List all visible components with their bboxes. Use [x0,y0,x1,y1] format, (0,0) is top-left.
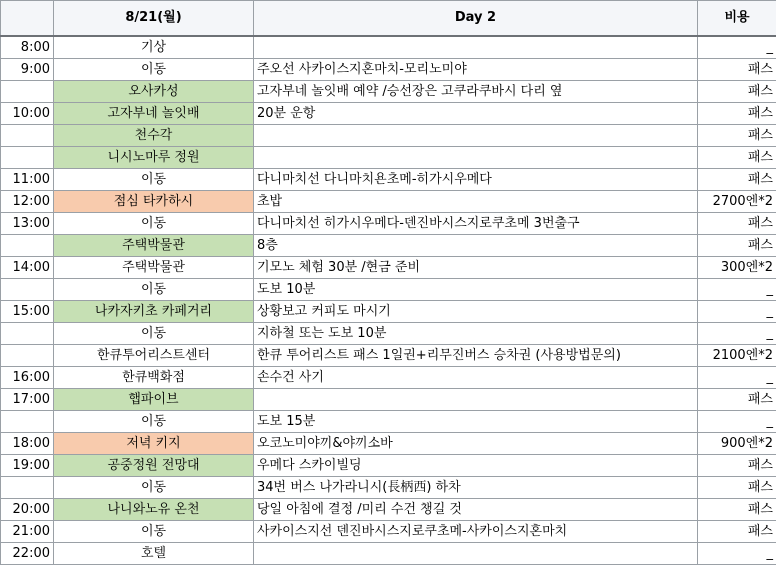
activity-cell[interactable]: 이동 [54,521,254,543]
time-cell[interactable]: 21:00 [1,521,54,543]
activity-cell[interactable]: 이동 [54,411,254,433]
cost-cell[interactable]: 패스 [698,477,776,499]
time-cell[interactable] [1,147,54,169]
activity-cell[interactable]: 이동 [54,169,254,191]
table-row [1,301,776,323]
activity-cell[interactable]: 이동 [54,213,254,235]
note-cell[interactable]: 우메다 스카이빌딩 [254,455,698,477]
table-row [1,323,776,345]
table-row [1,411,776,433]
note-cell[interactable]: 한큐 투어리스트 패스 1일권+리무진버스 승차권 (사용방법문의) [254,345,698,367]
activity-cell[interactable]: 나카자키초 카페거리 [54,301,254,323]
note-cell[interactable]: 다니마치선 히가시우메다-덴진바시스지로쿠초메 3번출구 [254,213,698,235]
activity-cell[interactable]: 호텔 [54,543,254,565]
cost-cell[interactable]: 패스 [698,235,776,257]
note-cell[interactable]: 초밥 [254,191,698,213]
cost-cell[interactable]: _ [698,411,776,433]
note-cell[interactable]: 34번 버스 나가라니시(長柄西) 하차 [254,477,698,499]
note-cell[interactable]: 기모노 체험 30분 /현금 준비 [254,257,698,279]
cost-cell[interactable]: _ [698,367,776,389]
activity-cell[interactable]: 이동 [54,59,254,81]
header-cost[interactable]: 비용 [698,1,776,37]
time-cell[interactable]: 17:00 [1,389,54,411]
cost-cell[interactable]: 300엔*2 [698,257,776,279]
table-row [1,499,776,521]
activity-cell[interactable]: 한큐백화점 [54,367,254,389]
activity-cell[interactable]: 고자부네 놀잇배 [54,103,254,125]
note-cell[interactable]: 20분 운항 [254,103,698,125]
activity-cell[interactable]: 이동 [54,279,254,301]
time-cell[interactable] [1,323,54,345]
activity-cell[interactable]: 이동 [54,323,254,345]
time-cell[interactable] [1,279,54,301]
cost-cell[interactable]: 패스 [698,81,776,103]
cost-cell[interactable]: _ [698,543,776,565]
table-row [1,345,776,367]
header-day[interactable]: Day 2 [254,1,698,37]
cost-cell[interactable]: 패스 [698,125,776,147]
table-row [1,147,776,169]
note-cell[interactable]: 도보 10분 [254,279,698,301]
time-cell[interactable] [1,235,54,257]
time-cell[interactable]: 15:00 [1,301,54,323]
note-cell[interactable]: 다니마치선 다니마치욘초메-히가시우메다 [254,169,698,191]
cost-cell[interactable]: _ [698,323,776,345]
time-cell[interactable]: 22:00 [1,543,54,565]
cost-cell[interactable]: 2100엔*2 [698,345,776,367]
activity-cell[interactable]: 점심 타카하시 [54,191,254,213]
time-cell[interactable]: 9:00 [1,59,54,81]
activity-cell[interactable]: 오사카성 [54,81,254,103]
activity-cell[interactable]: 주택박물관 [54,257,254,279]
activity-cell[interactable]: 주택박물관 [54,235,254,257]
header-time-cell[interactable] [1,1,54,37]
table-row [1,213,776,235]
note-cell[interactable] [254,543,698,565]
cost-cell[interactable]: _ [698,36,776,59]
cost-cell[interactable]: 패스 [698,169,776,191]
time-cell[interactable]: 19:00 [1,455,54,477]
time-cell[interactable] [1,81,54,103]
table-row [1,36,776,59]
header-row [1,1,776,37]
note-cell[interactable]: 손수건 사기 [254,367,698,389]
time-cell[interactable]: 14:00 [1,257,54,279]
table-row [1,477,776,499]
activity-cell[interactable]: 저녁 키지 [54,433,254,455]
table-row [1,279,776,301]
time-cell[interactable]: 11:00 [1,169,54,191]
cost-cell[interactable]: 패스 [698,103,776,125]
note-cell[interactable]: 지하철 또는 도보 10분 [254,323,698,345]
cost-cell[interactable]: 패스 [698,389,776,411]
time-cell[interactable]: 20:00 [1,499,54,521]
note-cell[interactable]: 주오선 사카이스지혼마치-모리노미야 [254,59,698,81]
note-cell[interactable]: 도보 15분 [254,411,698,433]
cost-cell[interactable]: 패스 [698,59,776,81]
time-cell[interactable] [1,477,54,499]
table-row [1,169,776,191]
time-cell[interactable]: 8:00 [1,36,54,59]
cost-cell[interactable]: 패스 [698,499,776,521]
table-row [1,455,776,477]
table-row [1,191,776,213]
activity-cell[interactable]: 이동 [54,477,254,499]
note-cell[interactable]: 사카이스지선 덴진바시스지로쿠초메-사카이스지혼마치 [254,521,698,543]
note-cell[interactable]: 당일 아침에 결정 /미리 수건 챙길 것 [254,499,698,521]
table-row [1,257,776,279]
time-cell[interactable] [1,125,54,147]
cost-cell[interactable]: _ [698,279,776,301]
time-cell[interactable]: 10:00 [1,103,54,125]
activity-cell[interactable]: 한큐투어리스트센터 [54,345,254,367]
cost-cell[interactable]: 패스 [698,455,776,477]
activity-cell[interactable]: 기상 [54,36,254,59]
header-date[interactable]: 8/21(월) [54,1,254,37]
activity-cell[interactable]: 니시노마루 정원 [54,147,254,169]
cost-cell[interactable]: 900엔*2 [698,433,776,455]
table-row [1,125,776,147]
cost-cell[interactable]: 패스 [698,147,776,169]
note-cell[interactable] [254,36,698,59]
time-cell[interactable]: 12:00 [1,191,54,213]
table-row [1,103,776,125]
cost-cell[interactable]: 패스 [698,213,776,235]
table-row [1,81,776,103]
time-cell[interactable]: 18:00 [1,433,54,455]
note-cell[interactable] [254,125,698,147]
time-cell[interactable] [1,345,54,367]
time-cell[interactable] [1,411,54,433]
cost-cell[interactable]: 패스 [698,521,776,543]
time-cell[interactable]: 16:00 [1,367,54,389]
table-row [1,59,776,81]
activity-cell[interactable]: 천수각 [54,125,254,147]
activity-cell[interactable]: 나니와노유 온천 [54,499,254,521]
cost-cell[interactable]: 2700엔*2 [698,191,776,213]
note-cell[interactable] [254,147,698,169]
table-row [1,543,776,565]
table-row [1,235,776,257]
activity-cell[interactable]: 공중정원 전망대 [54,455,254,477]
table-row [1,521,776,543]
note-cell[interactable]: 상황보고 커피도 마시기 [254,301,698,323]
time-cell[interactable]: 13:00 [1,213,54,235]
note-cell[interactable] [254,389,698,411]
table-row [1,367,776,389]
cost-cell[interactable]: _ [698,301,776,323]
note-cell[interactable]: 오코노미야끼&야끼소바 [254,433,698,455]
note-cell[interactable]: 고자부네 놀잇배 예약 /승선장은 고쿠라쿠바시 다리 옆 [254,81,698,103]
note-cell[interactable]: 8층 [254,235,698,257]
activity-cell[interactable]: 햅파이브 [54,389,254,411]
table-row [1,433,776,455]
table-row [1,389,776,411]
